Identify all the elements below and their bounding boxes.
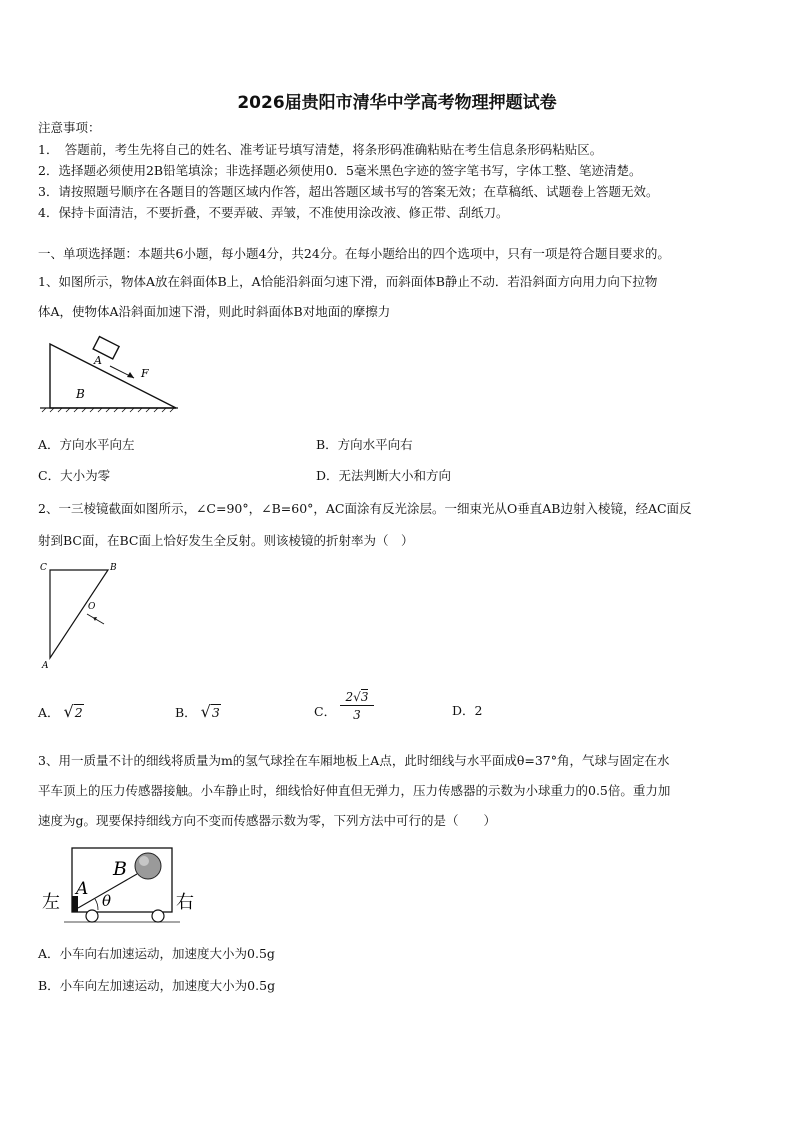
notice-item: 2．选择题必须使用2B铅笔填涂；非选择题必须使用0．5毫米黑色字迹的签字笔书写，字体工整、笔迹清楚。 <box>38 163 642 178</box>
radicand: 2 <box>74 705 83 720</box>
label-a: A <box>76 879 89 899</box>
option-prefix: A． <box>38 705 60 720</box>
notice-item: 1． 答题前，考生先将自己的姓名、准考证号填写清楚，将条形码准确粘贴在考生信息条形码粘贴区。 <box>38 142 603 157</box>
question-3-text: 3、用一质量不计的细线将质量为m的氢气球拴在车厢地板上A点，此时细线与水平面成θ=37°角，气球与固定在水 <box>38 753 670 768</box>
label-b: B <box>110 563 117 573</box>
question-2-text: 射到BC面，在BC面上恰好发生全反射。则该棱镜的折射率为（ ） <box>38 533 414 548</box>
q3-option-b: B．小车向左加速运动，加速度大小为0.5g <box>38 978 276 993</box>
option-prefix: B． <box>175 705 197 720</box>
label-right: 右 <box>176 892 194 913</box>
q1-option-d: D．无法判断大小和方向 <box>316 468 452 483</box>
section-heading: 一、单项选择题：本题共6小题，每小题4分，共24分。在每小题给出的四个选项中，只有一项是符合题目要求的。 <box>38 246 670 261</box>
question-3-text: 平车顶上的压力传感器接触。小车静止时，细线恰好伸直但无弹力，压力传感器的示数为小球重力的0.5倍。重力加 <box>38 783 671 798</box>
notice-heading: 注意事项： <box>38 120 101 135</box>
radicand: 3 <box>211 705 220 720</box>
label-a: A <box>94 354 102 367</box>
q1-option-c: C．大小为零 <box>38 468 111 483</box>
label-f: F <box>141 367 149 380</box>
page-title: 2026届贵阳市清华中学高考物理押题试卷 <box>237 93 557 113</box>
label-theta: θ <box>102 892 112 910</box>
fraction-denominator: 3 <box>353 708 361 722</box>
q2-option-c-fraction: 2√3 3 <box>340 690 374 722</box>
prism-figure <box>38 558 128 673</box>
q1-option-b: B．方向水平向右 <box>316 437 413 452</box>
fraction-coef: 2 <box>345 690 354 704</box>
q2-option-b: B． √3 <box>175 702 220 721</box>
notice-item: 4．保持卡面清洁，不要折叠，不要弄破、弄皱，不准使用涂改液、修正带、刮纸刀。 <box>38 205 509 220</box>
fraction-radicand: 3 <box>360 690 369 704</box>
q3-option-a: A．小车向右加速运动，加速度大小为0.5g <box>38 946 275 961</box>
question-3-text: 速度为g。现要保持细线方向不变而传感器示数为零，下列方法中可行的是（ ） <box>38 813 497 828</box>
option-prefix: C． <box>314 704 337 719</box>
question-1-text: 1、如图所示，物体A放在斜面体B上，A恰能沿斜面匀速下滑，而斜面体B静止不动．若沿斜面方向用力向下拉物 <box>38 274 658 289</box>
q2-option-d: D．2 <box>452 703 483 718</box>
label-a: A <box>42 661 49 671</box>
label-b: B <box>76 387 85 401</box>
question-2-text: 2、一三棱镜截面如图所示，∠C=90°，∠B=60°，AC面涂有反光涂层。一细束光从O垂直AB边射入棱镜，经AC面反 <box>38 501 692 516</box>
label-o: O <box>88 602 96 612</box>
incline-figure <box>38 340 188 412</box>
q1-option-a: A．方向水平向左 <box>38 437 135 452</box>
label-c: C <box>40 563 47 573</box>
cart-figure <box>40 844 205 924</box>
q2-option-c <box>314 702 336 720</box>
label-b: B <box>113 858 127 880</box>
question-1-text: 体A，使物体A沿斜面加速下滑，则此时斜面体B对地面的摩擦力 <box>38 304 391 319</box>
label-left: 左 <box>42 892 60 913</box>
q2-option-a: A． √2 <box>38 702 83 721</box>
notice-item: 3．请按照题号顺序在各题目的答题区域内作答，超出答题区域书写的答案无效；在草稿纸、试题卷上答题无效。 <box>38 184 659 199</box>
